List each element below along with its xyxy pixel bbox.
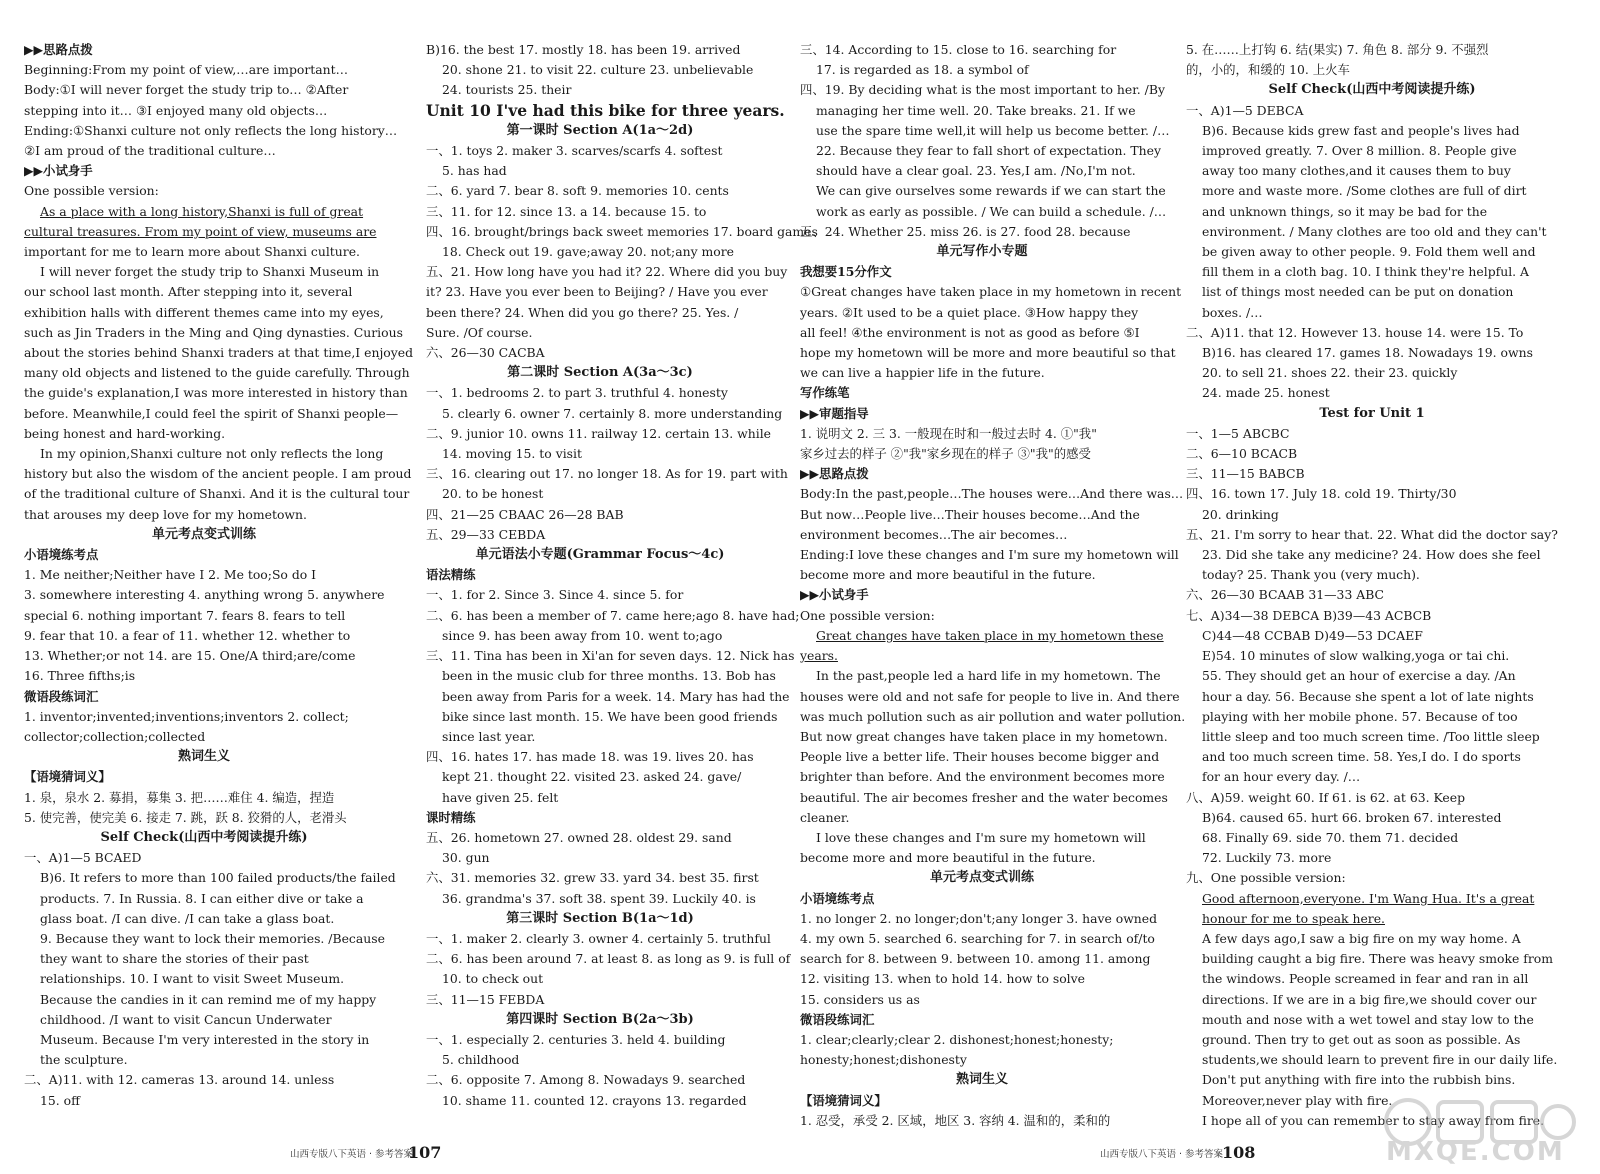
answer-line: 微语段练词汇 xyxy=(800,1011,875,1027)
answer-line: 24. made 25. honest xyxy=(1202,385,1330,401)
answer-line: 二、6. yard 7. bear 8. soft 9. memories 10. cents xyxy=(426,183,729,199)
answer-line: the sculpture. xyxy=(40,1052,128,1068)
answer-line: 语法精练 xyxy=(426,567,476,583)
answer-line: Ending:I love these changes and I'm sure my hometown will xyxy=(800,547,1179,563)
answer-line: been there? 24. When did you go there? 25. Yes. / xyxy=(426,304,739,320)
answer-line: 微语段练词汇 xyxy=(24,688,99,704)
answer-line: 九、One possible version: xyxy=(1186,870,1346,886)
answer-line: years. ②It used to be a quiet place. ③How happy they xyxy=(800,304,1139,320)
answer-line: 一、1. for 2. Since 3. Since 4. since 5. for xyxy=(426,587,684,603)
answer-line: 写作练笔 xyxy=(800,385,850,401)
answer-line: 小语境练考点 xyxy=(24,547,99,563)
answer-line: beautiful. The air becomes fresher and the water becomes xyxy=(800,789,1168,805)
answer-line: cleaner. xyxy=(800,809,850,825)
answer-line: 六、26—30 CACBA xyxy=(426,345,545,361)
answer-line: playing with her mobile phone. 57. Because of too xyxy=(1202,708,1518,724)
answer-line: 72. Luckily 73. more xyxy=(1202,850,1332,866)
answer-line: today? 25. Thank you (very much). xyxy=(1202,567,1420,583)
answer-line: 9. fear that 10. a fear of 11. whether 12. whether to xyxy=(24,627,351,643)
answer-line: 55. They should get an hour of exercise a day. /An xyxy=(1202,668,1516,684)
answer-column-1 xyxy=(24,40,414,1111)
answer-line: 七、A)34—38 DEBCA B)39—43 ACBCB xyxy=(1186,607,1432,623)
answer-line: hour a day. 56. Because she spent a lot of late nights xyxy=(1202,688,1534,704)
answer-line: B)16. has cleared 17. games 18. Nowadays 19. owns xyxy=(1202,345,1533,361)
answer-line: history but also the wisdom of the ancient people. I am proud xyxy=(24,466,412,482)
answer-line: for an hour every day. /… xyxy=(1202,769,1361,785)
answer-line: 12. visiting 13. when to hold 14. how to solve xyxy=(800,971,1085,987)
answer-line: 第二课时 Section A(3a～3c) xyxy=(507,365,693,381)
answer-line: But now…People live…Their houses become…And the xyxy=(800,506,1140,522)
answer-line: Because the candies in it can remind me of my happy xyxy=(40,991,377,1007)
answer-line: 1. Me neither;Neither have I 2. Me too;So do I xyxy=(24,567,317,583)
answer-line: In my opinion,Shanxi culture not only reflects the long xyxy=(40,446,384,462)
answer-line: 1. 忍受，承受 2. 区域，地区 3. 容纳 4. 温和的，柔和的 xyxy=(800,1112,1111,1128)
answer-line: Ending:①Shanxi culture not only reflects the long history… xyxy=(24,122,398,138)
answer-line: 二、6—10 BCACB xyxy=(1186,446,1298,462)
answer-line: 三、11. Tina has been in Xi'an for seven days. 12. Nick has xyxy=(426,648,795,664)
answer-line: 三、11—15 FEBDA xyxy=(426,991,545,1007)
answer-line: important for me to learn more about Shanxi culture. xyxy=(24,244,360,260)
answer-line: C)44—48 CCBAB D)49—53 DCAEF xyxy=(1202,627,1423,643)
answer-line: many old objects and listened to the guide carefully. Through xyxy=(24,365,410,381)
answer-line: 二、A)11. with 12. cameras 13. around 14. unless xyxy=(24,1072,335,1088)
answer-line: 二、6. has been a member of 7. came here;ago 8. have had; xyxy=(426,607,800,623)
answer-line: Body:In the past,people…The houses were…And there was… xyxy=(800,486,1184,502)
answer-line: One possible version: xyxy=(24,183,159,199)
answer-line: Moreover,never play with fire. xyxy=(1202,1092,1393,1108)
answer-line: I hope all of you can remember to stay away from fire. xyxy=(1202,1112,1545,1128)
answer-line: 1. no longer 2. no longer;don't;any longer 3. have owned xyxy=(800,910,1158,926)
answer-line: building caught a big fire. There was heavy smoke from xyxy=(1202,951,1553,967)
answer-line: about the stories behind Shanxi traders at that time,I enjoyed xyxy=(24,345,414,361)
answer-line: that arouses my deep love for my hometown. xyxy=(24,506,307,522)
answer-line: become more and more beautiful in the future. xyxy=(800,567,1096,583)
answer-line: Test for Unit 1 xyxy=(1319,405,1425,421)
answer-line: 四、19. By deciding what is the most important to her. /By xyxy=(800,82,1165,98)
answer-line: been away from Paris for a week. 14. Mary has had the xyxy=(442,688,790,704)
answer-line: A few days ago,I saw a big fire on my way home. A xyxy=(1202,930,1521,946)
answer-line: Good afternoon,everyone. I'm Wang Hua. It's a great xyxy=(1202,890,1535,906)
answer-line: 八、A)59. weight 60. If 61. is 62. at 63. Keep xyxy=(1186,789,1466,805)
answer-line: As a place with a long history,Shanxi is full of great xyxy=(40,203,364,219)
answer-line: 20. shone 21. to visit 22. culture 23. unbelievable xyxy=(442,62,754,78)
answer-line: Sure. /Of course. xyxy=(426,324,533,340)
answer-line: such as Jin Traders in the Ming and Qing dynasties. Curious xyxy=(24,324,403,340)
answer-line: 单元考点变式训练 xyxy=(929,870,1034,886)
answer-line: 15. off xyxy=(40,1092,80,1108)
answer-line: 二、6. opposite 7. Among 8. Nowadays 9. searched xyxy=(426,1072,746,1088)
answer-line: 第四课时 Section B(2a～3b) xyxy=(506,1011,694,1027)
answer-line: managing her time well. 20. Take breaks. 21. If we xyxy=(816,102,1136,118)
answer-line: 六、26—30 BCAAB 31—33 ABC xyxy=(1186,587,1385,603)
answer-line: improved greatly. 7. Over 8 million. 8. People give xyxy=(1202,143,1517,159)
answer-line: 5. 使完善，使完美 6. 接走 7. 跳，跃 8. 狡猾的人，老滑头 xyxy=(24,809,347,825)
answer-line: 23. Did she take any medicine? 24. How does she feel xyxy=(1202,547,1541,563)
answer-line: I love these changes and I'm sure my hometown will xyxy=(816,829,1146,845)
answer-line: 一、A)1—5 BCAED xyxy=(24,850,142,866)
answer-line: work as early as possible. / We can build a schedule. /… xyxy=(816,203,1167,219)
answer-line: 13. Whether;or not 14. are 15. One/A third;are/come xyxy=(24,648,356,664)
answer-line: 1. clear;clearly;clear 2. dishonest;honest;honesty; xyxy=(800,1031,1114,1047)
answer-line: One possible version: xyxy=(800,607,935,623)
answer-line: all feel! ④the environment is not as good as before ⑤I xyxy=(800,324,1140,340)
answer-line: 22. Because they fear to fall short of expectation. They xyxy=(816,143,1161,159)
answer-line: 三、11. for 12. since 13. a 14. because 15. to xyxy=(426,203,707,219)
answer-line: glass boat. /I can dive. /I can take a glass boat. xyxy=(40,910,335,926)
answer-line: Self Check(山西中考阅读提升练) xyxy=(1268,82,1476,98)
answer-line: B)6. It refers to more than 100 failed products/the failed xyxy=(40,870,396,886)
answer-line: being honest and hard-working. xyxy=(24,425,226,441)
answer-line: the windows. People screamed in fear and ran in all xyxy=(1202,971,1529,987)
answer-line: 36. grandma's 37. soft 38. spent 39. Luckily 40. is xyxy=(442,890,756,906)
answer-line: products. 7. In Russia. 8. I can either dive or take a xyxy=(40,890,364,906)
answer-column-2 xyxy=(426,40,818,1111)
answer-line: and too much screen time. 58. Yes,I do. I do sports xyxy=(1202,749,1521,765)
answer-line: 一、1—5 ABCBC xyxy=(1186,425,1290,441)
answer-line: 20. to sell 21. shoes 22. their 23. quickly xyxy=(1202,365,1458,381)
answer-line: 我想要15分作文 xyxy=(800,264,892,280)
answer-line: ▶▶思路点拨 xyxy=(24,42,93,57)
watermark-text: MXQE.COM xyxy=(1386,1137,1565,1167)
answer-line: our school last month. After stepping into it, several xyxy=(24,284,353,300)
answer-line: list of things most needed can be put on donation xyxy=(1202,284,1514,300)
answer-line: 24. tourists 25. their xyxy=(442,82,572,98)
answer-line: since last year. xyxy=(442,728,536,744)
answer-line: we can live a happier life in the future. xyxy=(800,365,1045,381)
answer-line: 第一课时 Section A(1a～2d) xyxy=(506,122,694,138)
answer-line: 五、21. I'm sorry to hear that. 22. What did the doctor say? xyxy=(1186,526,1558,542)
answer-line: mouth and nose with a wet towel and stay low to the xyxy=(1202,1011,1534,1027)
answer-line: 68. Finally 69. side 70. them 71. decided xyxy=(1202,829,1459,845)
answer-line: away too many clothes,and it causes them to buy xyxy=(1202,163,1511,179)
answer-line: honesty;honest;dishonesty xyxy=(800,1052,967,1068)
answer-line: 五、24. Whether 25. miss 26. is 27. food 28. because xyxy=(800,223,1131,239)
footer-left-text: 山西专版八下英语 · 参考答案 xyxy=(290,1149,414,1160)
answer-line: students,we should learn to prevent fire in our daily life. xyxy=(1202,1052,1558,1068)
answer-line: 9. Because they want to lock their memories. /Because xyxy=(40,930,385,946)
answer-line: search for 8. between 9. between 10. among 11. among xyxy=(800,951,1151,967)
answer-line: relationships. 10. I want to visit Sweet Museum. xyxy=(40,971,345,987)
footer-right-text: 山西专版八下英语 · 参考答案 xyxy=(1100,1149,1224,1160)
answer-line: 16. Three fifths;is xyxy=(24,668,136,684)
answer-column-3 xyxy=(800,40,1186,1131)
answer-line: 3. somewhere interesting 4. anything wrong 5. anywhere xyxy=(24,587,385,603)
answer-line: Unit 10 I've had this bike for three years. xyxy=(426,100,785,120)
answer-line: 5. 在……上打钩 6. 结(果实) 7. 角色 8. 部分 9. 不强烈 xyxy=(1186,42,1489,57)
answer-line: stepping into it… ③I enjoyed many old objects… xyxy=(24,102,328,118)
answer-line: 15. considers us as xyxy=(800,991,920,1007)
answer-line: We can give ourselves some rewards if we can start the xyxy=(816,183,1166,199)
answer-line: 第三课时 Section B(1a～1d) xyxy=(506,910,694,926)
answer-line: and unknown things, so it may be bad for the xyxy=(1202,203,1488,219)
answer-line: it? 23. Have you ever been to Beijing? / Have you ever xyxy=(426,284,768,300)
answer-line: 一、A)1—5 DEBCA xyxy=(1186,102,1304,118)
answer-line: more and waste more. /Some clothes are full of dirt xyxy=(1202,183,1527,199)
answer-line: special 6. nothing important 7. fears 8. fears to tell xyxy=(24,607,346,623)
answer-line: 六、31. memories 32. grew 33. yard 34. best 35. first xyxy=(426,870,759,886)
answer-line: 熟词生义 xyxy=(177,749,230,765)
answer-line: environment becomes…The air becomes… xyxy=(800,526,1068,542)
answer-line: 单元写作小专题 xyxy=(936,244,1028,260)
answer-line: collector;collection;collected xyxy=(24,728,206,744)
answer-line: was much pollution such as air pollution and water pollution. xyxy=(800,708,1186,724)
answer-line: 5. clearly 6. owner 7. certainly 8. more understanding xyxy=(442,405,783,421)
answer-line: have given 25. felt xyxy=(442,789,559,805)
answer-line: before. Meanwhile,I could feel the spirit of Shanxi people— xyxy=(24,405,399,421)
watermark-logo xyxy=(1378,1092,1578,1167)
answer-line: Body:①I will never forget the study trip to… ②After xyxy=(24,82,349,98)
answer-line: the guide's explanation,I was more interested in history than xyxy=(24,385,408,401)
answer-line: ▶▶小试身手 xyxy=(800,587,869,603)
answer-line: 5. has had xyxy=(442,163,507,179)
answer-line: 【语境猜词义】 xyxy=(24,769,111,785)
answer-line: fill them in a cloth bag. 10. I think they're helpful. A xyxy=(1202,264,1529,280)
answer-line: environment. / Many clothes are too old and they can't xyxy=(1202,223,1547,239)
answer-line: ①Great changes have taken place in my hometown in recent xyxy=(800,284,1182,300)
answer-line: 三、11—15 BABCB xyxy=(1186,466,1305,482)
page-number-right: 108 xyxy=(1222,1143,1256,1162)
answer-line: 四、16. town 17. July 18. cold 19. Thirty/30 xyxy=(1186,486,1457,502)
answer-line: 熟词生义 xyxy=(955,1072,1008,1088)
answer-line: should have a clear goal. 23. Yes,I am. /No,I'm not. xyxy=(816,163,1136,179)
answer-line: cultural treasures. From my point of view, museums are xyxy=(24,223,377,239)
answer-line: 17. is regarded as 18. a symbol of xyxy=(816,62,1029,78)
answer-line: 【语境猜词义】 xyxy=(800,1092,887,1108)
answer-line: B)64. caused 65. hurt 66. broken 67. interested xyxy=(1202,809,1502,825)
answer-line: People live a better life. Their houses become bigger and xyxy=(800,749,1160,765)
answer-line: of the traditional culture of Shanxi. And it is the cultural tour xyxy=(24,486,410,502)
answer-line: Self Check(山西中考阅读提升练) xyxy=(100,829,308,845)
answer-line: 4. my own 5. searched 6. searching for 7. in search of/to xyxy=(800,930,1155,946)
answer-line: 五、26. hometown 27. owned 28. oldest 29. sand xyxy=(426,829,732,845)
answer-line: boxes. /… xyxy=(1202,304,1263,320)
answer-line: 10. shame 11. counted 12. crayons 13. regarded xyxy=(442,1092,747,1108)
answer-line: 家乡过去的样子 ②"我"家乡现在的样子 ③"我"的感受 xyxy=(800,446,1091,462)
answer-line: 一、1. toys 2. maker 3. scarves/scarfs 4. softest xyxy=(426,143,723,159)
answer-line: hope my hometown will be more and more beautiful so that xyxy=(800,345,1176,361)
answer-line: use the spare time well,it will help us become better. /… xyxy=(816,122,1170,138)
answer-line: Beginning:From my point of view,…are important… xyxy=(24,62,349,78)
answer-line: 的，小的，和缓的 10. 上火车 xyxy=(1186,62,1350,78)
answer-line: 5. childhood xyxy=(442,1052,520,1068)
answer-line: become more and more beautiful in the future. xyxy=(800,850,1096,866)
answer-line: B)6. Because kids grew fast and people's lives had xyxy=(1202,122,1520,138)
answer-line: 1. 说明文 2. 三 3. 一般现在时和一般过去时 4. ①"我" xyxy=(800,425,1097,441)
answer-line: 小语境练考点 xyxy=(800,890,875,906)
answer-line: Great changes have taken place in my hometown these xyxy=(816,627,1164,643)
answer-line: In the past,people led a hard life in my hometown. The xyxy=(816,668,1161,684)
answer-line: been in the music club for three months. 13. Bob has xyxy=(442,668,776,684)
answer-line: 10. to check out xyxy=(442,971,544,987)
answer-line: brighter than before. And the environment becomes more xyxy=(800,769,1165,785)
answer-line: directions. If we are in a big fire,we should cover our xyxy=(1202,991,1537,1007)
answer-line: 14. moving 15. to visit xyxy=(442,446,582,462)
answer-line: 五、29—33 CEBDA xyxy=(426,526,546,542)
answer-line: 18. Check out 19. gave;away 20. not;any more xyxy=(442,244,734,260)
answer-line: Museum. Because I'm very interested in the story in xyxy=(40,1031,370,1047)
answer-line: childhood. /I want to visit Cancun Underwater xyxy=(40,1011,332,1027)
answer-line: since 9. has been away from 10. went to;ago xyxy=(442,627,723,643)
answer-line: houses were old and not safe for people to live in. And there xyxy=(800,688,1180,704)
answer-line: 一、1. bedrooms 2. to part 3. truthful 4. honesty xyxy=(426,385,728,401)
answer-line: 三、14. According to 15. close to 16. searching for xyxy=(800,42,1117,57)
answer-line: little sleep and too much screen time. /Too little sleep xyxy=(1202,728,1540,744)
answer-line: 单元考点变式训练 xyxy=(151,526,256,542)
answer-line: 单元语法小专题(Grammar Focus～4c) xyxy=(475,547,725,563)
answer-line: 1. inventor;invented;inventions;inventors 2. collect; xyxy=(24,708,349,724)
answer-line: 20. to be honest xyxy=(442,486,544,502)
answer-line: they want to share the stories of their past xyxy=(40,951,309,967)
answer-line: B)16. the best 17. mostly 18. has been 19. arrived xyxy=(426,42,741,57)
answer-line: ▶▶审题指导 xyxy=(800,405,869,421)
answer-line: be given away to other people. 9. Fold them well and xyxy=(1202,244,1536,260)
answer-line: exhibition halls with different themes came into my eyes, xyxy=(24,304,384,320)
answer-line: ▶▶思路点拨 xyxy=(800,466,869,482)
answer-line: Don't put anything with fire into the rubbish bins. xyxy=(1202,1072,1516,1088)
answer-line: years. xyxy=(800,648,838,664)
answer-line: kept 21. thought 22. visited 23. asked 24. gave/ xyxy=(442,769,742,785)
answer-line: ▶▶小试身手 xyxy=(24,163,93,179)
answer-line: E)54. 10 minutes of slow walking,yoga or tai chi. xyxy=(1202,648,1510,664)
answer-line: 30. gun xyxy=(442,850,490,866)
answer-line: But now great changes have taken place in my hometown. xyxy=(800,728,1168,744)
answer-line: 四、16. brought/brings back sweet memories 17. board games xyxy=(426,223,818,239)
answer-line: 五、21. How long have you had it? 22. Where did you buy xyxy=(426,264,788,280)
answer-line: bike since last month. 15. We have been good friends xyxy=(442,708,778,724)
answer-line: ground. Then try to get out as soon as possible. As xyxy=(1202,1031,1521,1047)
answer-line: 一、1. maker 2. clearly 3. owner 4. certainly 5. truthful xyxy=(426,930,771,946)
answer-line: I will never forget the study trip to Shanxi Museum in xyxy=(40,264,380,280)
answer-line: 20. drinking xyxy=(1202,506,1279,522)
answer-line: 一、1. especially 2. centuries 3. held 4. building xyxy=(426,1031,726,1047)
answer-line: ②I am proud of the traditional culture… xyxy=(24,143,276,159)
answer-line: 二、6. has been around 7. at least 8. as long as 9. is full of xyxy=(426,951,791,967)
answer-line: honour for me to speak here. xyxy=(1202,910,1385,926)
answer-line: 四、21—25 CBAAC 26—28 BAB xyxy=(426,506,624,522)
page-number-left: 107 xyxy=(408,1143,442,1162)
answer-line: 1. 泉，泉水 2. 募捐，募集 3. 把……难住 4. 编造，捏造 xyxy=(24,789,335,805)
answer-column-4 xyxy=(1186,40,1558,1131)
answer-line: 三、16. clearing out 17. no longer 18. As for 19. part with xyxy=(426,466,788,482)
answer-line: 课时精练 xyxy=(426,809,476,825)
answer-line: 四、16. hates 17. has made 18. was 19. lives 20. has xyxy=(426,749,754,765)
answer-line: 二、9. junior 10. owns 11. railway 12. certain 13. while xyxy=(426,425,772,441)
answer-line: 二、A)11. that 12. However 13. house 14. were 15. To xyxy=(1186,324,1524,340)
